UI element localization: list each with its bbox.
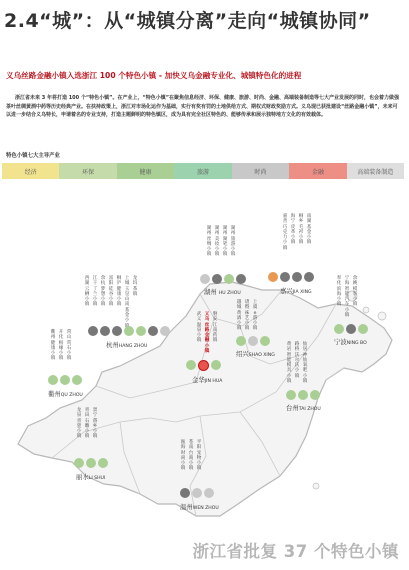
- legend-title: 特色小镇七大主导产业: [6, 153, 60, 159]
- city-name: 衢州: [48, 390, 61, 398]
- footer-caption: 浙江省批复 37 个特色小镇: [192, 542, 399, 561]
- city-en: TAI ZHOU: [298, 407, 321, 412]
- town-dot: [86, 458, 96, 468]
- wenzhou-towns: 瓯 海 时 尚 小 镇 苍 南 台 商 小 镇 平 阳 宠 物 小 镇: [180, 440, 202, 472]
- town-dot: [186, 360, 196, 370]
- ningbo-dots: [334, 324, 368, 334]
- town-dot: [268, 272, 278, 282]
- quzhou-towns: 衢 州 健 康 小 镇 开 化 根 缘 小 镇 常 山 赏 石 小 镇: [50, 330, 72, 362]
- hangzhou-towns: 西 湖 云 栖 小 镇 江 干 丁 兰 小 镇 余 杭 梦 想 小 镇 富 阳 硅 谷 小 镇 桐 庐 健 康 小 镇 上 城 玉 皇 山 南 基 金 小 龙 坞 茶 镇: [84, 276, 138, 324]
- city-name: 台州: [286, 404, 299, 412]
- city-name: 温州: [180, 503, 193, 511]
- town-dot: [248, 336, 258, 346]
- city-name: 绍兴: [236, 350, 249, 358]
- town-dot: [200, 274, 210, 284]
- city-label-lishui: [76, 472, 105, 481]
- town-dot: [124, 326, 134, 336]
- city-en: WEN ZHOU: [192, 506, 219, 511]
- city-label-quzhou: [48, 389, 83, 398]
- taizhou-dots: [286, 390, 320, 400]
- city-label-taizhou: [286, 403, 321, 412]
- city-en: LI SHUI: [88, 476, 106, 481]
- town-dot: [280, 272, 290, 282]
- town-dot: [48, 375, 58, 385]
- city-label-hangzhou: [106, 340, 147, 349]
- huzhou-dots: [200, 274, 246, 284]
- legend-economy: 经济: [2, 163, 59, 179]
- city-en: NING BO: [346, 341, 367, 346]
- city-en: SHAO XING: [248, 353, 275, 358]
- town-dot: [180, 488, 190, 498]
- city-name: 金华: [192, 376, 205, 384]
- city-en: HU ZHOU: [218, 291, 241, 296]
- town-dot: [112, 326, 122, 336]
- article-subtitle: 义乌丝路金融小镇入选浙江 100 个特色小镇 - 加快义乌金融专业化、城镇特色化的进程: [6, 71, 302, 80]
- shaoxing-towns: 越 城 黄 酒 小 镇 诸 暨 袜 艺 小 镇 上 虞 e 游 小 镇: [236, 300, 258, 332]
- town-dot: [148, 326, 158, 336]
- city-en: QU ZHOU: [60, 393, 83, 398]
- jiaxing-towns: 嘉 善 巧 克 力 小 镇 海 宁 皮 革 小 镇 桐 乡 毛 衫 小 镇 南 湖 基 金 小 镇: [282, 214, 312, 251]
- town-dot: [160, 326, 170, 336]
- town-dot: [136, 326, 146, 336]
- quzhou-dots: [48, 375, 82, 385]
- town-dot: [74, 458, 84, 468]
- city-label-huzhou: [204, 287, 241, 296]
- town-dot: [260, 336, 270, 346]
- jinhua-towns: 武 义 温 泉 小 镇 义 乌 丝 路 金 融 小 镇 磐 安 江 南 药 镇: [196, 312, 218, 355]
- city-label-jinhua: [192, 375, 222, 384]
- town-dot: [98, 458, 108, 468]
- city-en: HANG ZHOU: [118, 344, 148, 349]
- legend-equipment: 高端装备制造: [347, 163, 404, 179]
- city-en: JIA XING: [292, 290, 312, 295]
- jiaxing-dots: [268, 272, 314, 282]
- hangzhou-dots: [88, 326, 170, 336]
- town-dot: [358, 324, 368, 334]
- shaoxing-dots: [236, 336, 270, 346]
- page-title: 2.4“城”：从“城镇分离”走向“城镇协同”: [4, 10, 371, 32]
- taizhou-towns: 黄 岩 智 能 模 具 小 镇 路 桥 沃 尔 沃 小 镇 仙 居 神 仙 氧 吧 小 镇: [286, 342, 308, 385]
- town-dot: [286, 390, 296, 400]
- town-dot: [310, 390, 320, 400]
- huzhou-towns: 湖 州 丝 绸 小 镇 湖 州 美 妆 小 镇 湖 州 湖 笔 小 镇 湖 州 旅 游 小 镇: [206, 226, 236, 258]
- city-label-ningbo: [334, 337, 367, 346]
- city-name: 湖州: [204, 288, 217, 296]
- town-dot: [100, 326, 110, 336]
- jinhua-dots: [186, 360, 221, 371]
- city-name: 杭州: [106, 341, 119, 349]
- town-dot: [346, 324, 356, 334]
- yiwu-finance-dot: [198, 360, 209, 371]
- legend-finance: 金融: [289, 163, 346, 179]
- town-dot: [236, 274, 246, 284]
- town-dot: [211, 360, 221, 370]
- city-label-shaoxing: [236, 349, 275, 358]
- town-dot: [88, 326, 98, 336]
- legend-tourism: 旅游: [174, 163, 231, 179]
- article-paragraph: 浙江省未来 3 年将打造 100 个“特色小镇”。在产业上，“特色小镇”在聚焦信息经济、环保、健康、旅游、时尚、金融、高端装备制造等七大产业发展的同时，也会着力做强茶叶丝绸黄酒中药等历史经典产业。在扶持政策上，浙江对市场化运作为基础，实行有奖有罚的土地供给方式、期权式财政奖励方式。义乌现已获批建设“丝路金融小镇”，未来可以进一步结合义乌特长，申请着名的专业支持，打造主题鲜明的特色镇区，成为具有完全社区特色的、能够传承和展示独特地方文化的有效载体。: [6, 95, 400, 119]
- lishui-towns: 龙 泉 青 瓷 小 镇 青 田 石 雕 小 镇 景 宁 畲 乡 小 镇: [76, 408, 98, 440]
- industry-legend: [2, 163, 404, 179]
- city-en: JIN HUA: [204, 379, 223, 384]
- town-dot: [72, 375, 82, 385]
- city-name: 嘉兴: [280, 287, 293, 295]
- city-name: 丽水: [76, 473, 89, 481]
- town-dot: [304, 272, 314, 282]
- town-dot: [60, 375, 70, 385]
- legend-fashion: 时尚: [232, 163, 289, 179]
- city-name: 宁波: [334, 338, 347, 346]
- town-dot: [236, 336, 246, 346]
- town-dot: [192, 488, 202, 498]
- lishui-dots: [74, 458, 108, 468]
- town-dot: [292, 272, 302, 282]
- city-label-wenzhou: [180, 502, 219, 511]
- town-dot: [224, 274, 234, 284]
- city-label-jiaxing: [280, 286, 312, 295]
- town-dot: [204, 488, 214, 498]
- legend-health: 健康: [117, 163, 174, 179]
- town-dot: [334, 324, 344, 334]
- town-dot: [298, 390, 308, 400]
- wenzhou-dots: [180, 488, 214, 498]
- town-dot: [212, 274, 222, 284]
- ningbo-towns: 奉 化 滨 海 小 镇 宁 海 智 能 汽 车 小 镇 余 姚 模 客 小 镇: [336, 276, 358, 319]
- yiwu-highlight: 义 乌 丝 路 金 融 小 镇: [204, 312, 210, 355]
- legend-environment: 环保: [59, 163, 116, 179]
